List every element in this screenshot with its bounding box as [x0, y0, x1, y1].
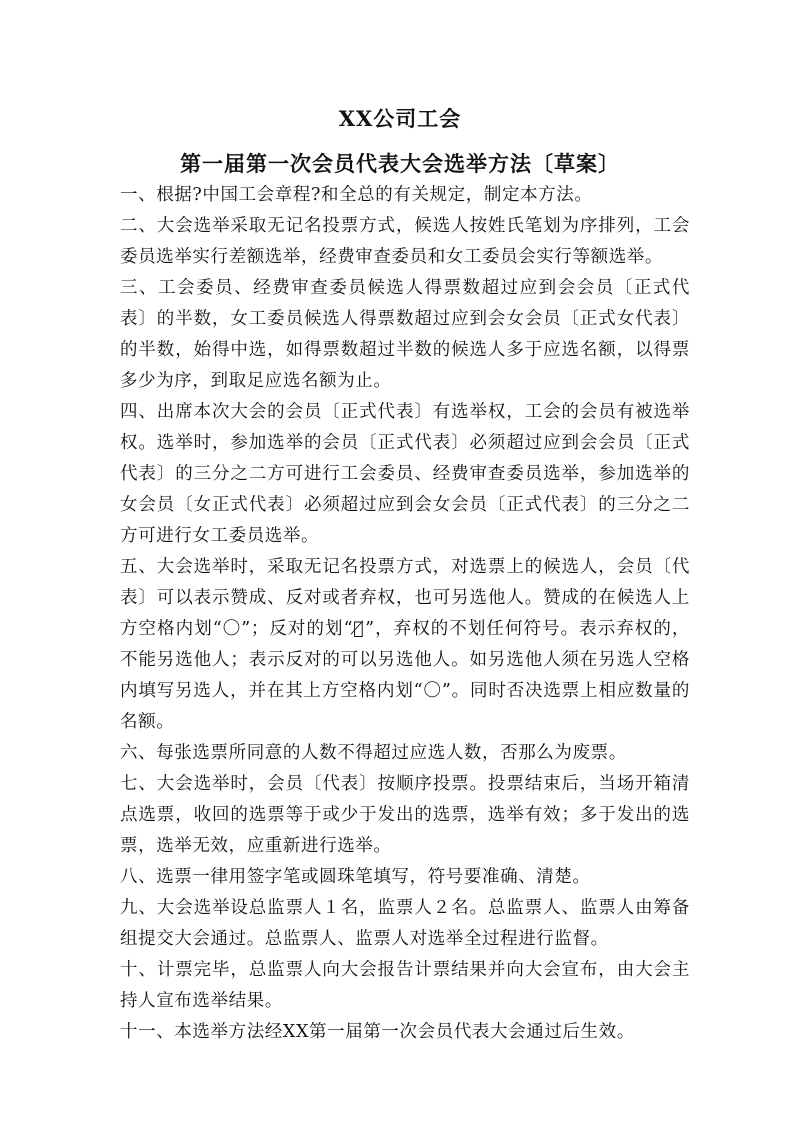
paragraph-10: 十、计票完毕，总监票人向大会报告计票结果并向大会宣布，由大会主持人宣布选举结果。 [120, 960, 690, 1011]
paragraph-5: 五、大会选举时，采取无记名投票方式，对选票上的候选人，会员〔代表〕可以表示赞成、反对或者弃权，也可另选他人。赞成的在候选人上方空格内划“〇”；反对的划“〇̸”，弃权的不划任何符号。表示弃权的，不能另选他人；表示反对的可以另选他人。如另选他人须在另选人空格内填写另选人，并在其上方空格内划“〇”。同时否决选票上相应数量的名额。 [120, 557, 690, 732]
paragraph-6: 六、每张选票所同意的人数不得超过应选人数，否那么为废票。 [120, 743, 627, 763]
paragraph-1: 一、根据?中国工会章程?和全总的有关规定，制定本方法。 [120, 185, 593, 205]
document-title: XX公司工会 [338, 106, 462, 131]
paragraph-9: 九、大会选举设总监票人１名，监票人２名。总监票人、监票人由筹备组提交大会通过。总监票人、监票人对选举全过程进行监督。 [120, 898, 690, 949]
paragraph-11: 十一、本选举方法经XX第一届第一次会员代表大会通过后生效。 [120, 1022, 635, 1042]
paragraph-7: 七、大会选举时，会员〔代表〕按顺序投票。投票结束后，当场开箱清点选票，收回的选票等于或少于发出的选票，选举有效；多于发出的选票，选举无效，应重新进行选举。 [120, 774, 690, 856]
document-body [120, 180, 690, 1048]
document-subtitle: 第一届第一次会员代表大会选举方法〔草案〕 [180, 151, 620, 176]
paragraph-3: 三、工会委员、经费审查委员候选人得票数超过应到会会员〔正式代表〕的半数，女工委员候选人得票数超过应到会女会员〔正式女代表〕的半数，始得中选，如得票数超过半数的候选人多于应选名额，以得票多少为序，到取足应选名额为止。 [120, 278, 690, 391]
paragraph-8: 八、选票一律用签字笔或圆珠笔填写，符号要准确、清楚。 [120, 867, 591, 887]
paragraph-2: 二、大会选举采取无记名投票方式，候选人按姓氏笔划为序排列，工会委员选举实行差额选举，经费审查委员和女工委员会实行等额选举。 [120, 216, 690, 267]
paragraph-4: 四、出席本次大会的会员〔正式代表〕有选举权，工会的会员有被选举权。选举时，参加选举的会员〔正式代表〕必须超过应到会会员〔正式代表〕的三分之二方可进行工会委员、经费审查委员选举，参加选举的女会员〔女正式代表〕必须超过应到会女会员〔正式代表〕的三分之二方可进行女工委员选举。 [120, 402, 690, 546]
